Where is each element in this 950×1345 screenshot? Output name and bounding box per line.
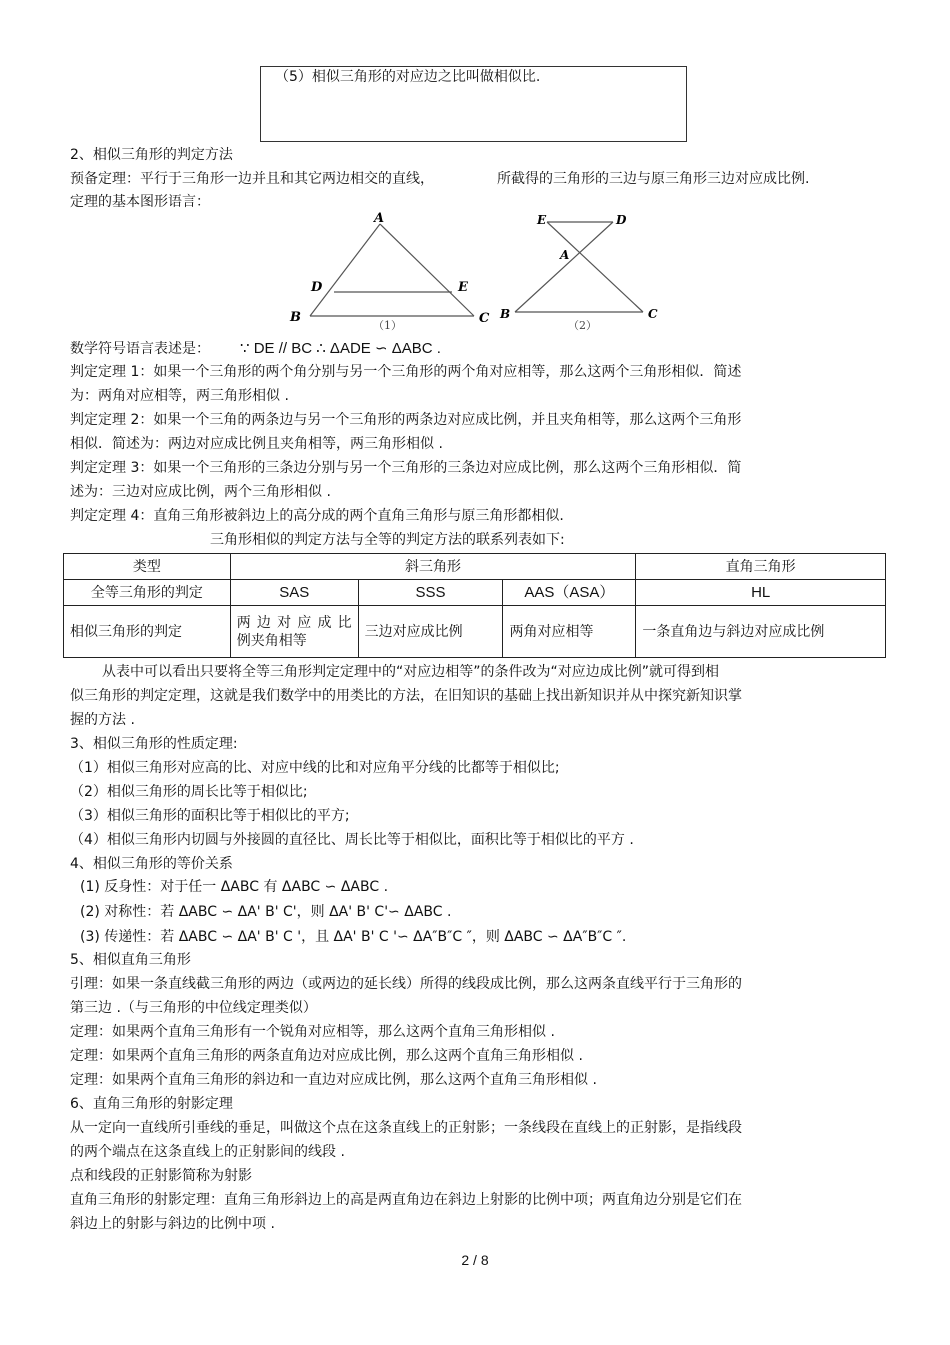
row-label-similar: 相似三角形的判定 — [64, 606, 231, 658]
label-d: D — [311, 280, 323, 295]
box-text: （5）相似三角形的对应边之比叫做相似比. — [275, 69, 541, 85]
symmetric-property: (2) 对称性：若 ΔABC ∽ ΔA' B' C'，则 ΔA' B' C'∽ ΔABC . — [80, 904, 452, 920]
table-header-row — [64, 554, 886, 580]
figure-language-label: 定理的基本图形语言： — [70, 194, 210, 210]
cell-sss: SSS — [358, 580, 503, 606]
reflexive-property: (1) 反身性：对于任一 ΔABC 有 ΔABC ∽ ΔABC . — [80, 879, 389, 895]
label-a: A — [374, 212, 385, 226]
side-ab — [310, 224, 380, 316]
theorem-4: 判定定理 4：直角三角形被斜边上的高分成的两个直角三角形与原三角形都相似. — [70, 508, 564, 524]
section-3-title: 3、相似三角形的性质定理: — [70, 736, 238, 752]
property-1: （1）相似三角形对应高的比、对应中线的比和对应角平分线的比都等于相似比; — [70, 760, 560, 776]
preparatory-theorem-part2: 所截得的三角形的三边与原三角形三边对应成比例. — [497, 171, 810, 187]
label-e: E — [458, 280, 468, 295]
lemma-line-1: 引理：如果一条直线截三角形的两边（或两边的延长线）所得的线段成比例，那么这两条直线平行于三角形的 — [70, 976, 742, 992]
projection-theorem-line-2: 斜边上的射影与斜边的比例中项 . — [70, 1216, 275, 1232]
header-type: 类型 — [64, 554, 231, 580]
theorem-3-line-1: 判定定理 3：如果一个三角形的三条边分别与另一个三角形的三条边对应成比例，那么这两个三角形相似．简 — [70, 460, 742, 476]
figure-2-caption: （2） — [568, 319, 597, 332]
label-b: B — [500, 307, 511, 321]
segment-ec — [547, 222, 643, 312]
analogy-paragraph-line-1: 从表中可以看出只要将全等三角形判定定理中的“对应边相等”的条件改为“对应边成比例”就可得到相 — [102, 664, 720, 680]
analogy-paragraph-line-3: 握的方法 . — [70, 712, 135, 728]
row-label-congruent: 全等三角形的判定 — [64, 580, 231, 606]
page-number: 2 / 8 — [461, 1252, 489, 1268]
label-c: C — [479, 311, 490, 326]
table-row — [64, 580, 886, 606]
cell-text-line-1: 两边对应成比 — [236, 614, 352, 631]
cell-aas-asa: AAS（ASA） — [503, 580, 636, 606]
theorem-1-line-1: 判定定理 1：如果一个三角形的两个角分别与另一个三角形的两个角对应相等，那么这两个三角形相似．简述 — [70, 364, 742, 380]
table-caption: 三角形相似的判定方法与全等的判定方法的联系列表如下: — [210, 532, 565, 548]
theorem-2-line-2: 相似．简述为：两边对应成比例且夹角相等，两三角形相似 . — [70, 436, 443, 452]
table-row — [64, 606, 886, 658]
cell-hl-similar: 一条直角边与斜边对应成比例 — [636, 606, 886, 658]
projection-theorem-line-1: 直角三角形的射影定理：直角三角形斜边上的高是两直角边在斜边上射影的比例中项；两直角边分别是它们在 — [70, 1192, 742, 1208]
projection-definition-line-1: 从一定向一直线所引垂线的垂足，叫做这个点在这条直线上的正射影；一条线段在直线上的正射影，是指线段 — [70, 1120, 742, 1136]
property-3: （3）相似三角形的面积比等于相似比的平方; — [70, 808, 350, 824]
property-4: （4）相似三角形内切圆与外接圆的直径比、周长比等于相似比，面积比等于相似比的平方 . — [70, 832, 634, 848]
projection-short-name: 点和线段的正射影简称为射影 — [70, 1168, 252, 1184]
transitive-property: (3) 传递性：若 ΔABC ∽ ΔA' B' C '，且 ΔA' B' C '∽ ΔA″B″C ″，则 ΔABC ∽ ΔA″B″C ″. — [80, 929, 627, 945]
cell-aa-similar: 两角对应相等 — [503, 606, 636, 658]
theorem-3-line-2: 述为：三边对应成比例，两个三角形相似 . — [70, 484, 331, 500]
label-d: D — [616, 213, 627, 227]
label-b: B — [290, 310, 301, 325]
definition-box — [260, 66, 687, 142]
section-6-title: 6、直角三角形的射影定理 — [70, 1096, 233, 1112]
segment-db — [515, 222, 613, 312]
right-triangle-theorem-1: 定理：如果两个直角三角形有一个锐角对应相等，那么这两个直角三角形相似 . — [70, 1024, 555, 1040]
triangle-figure-2 — [495, 212, 675, 337]
label-c: C — [648, 307, 658, 321]
label-e: E — [537, 213, 547, 227]
analogy-paragraph-line-2: 似三角形的判定定理，这就是我们数学中的用类比的方法，在旧知识的基础上找出新知识并从中探究新知识掌 — [70, 688, 742, 704]
property-2: （2）相似三角形的周长比等于相似比; — [70, 784, 308, 800]
theorem-2-line-1: 判定定理 2：如果一个三角的两条边与另一个三角形的两条边对应成比例，并且夹角相等，那么这两个三角形 — [70, 412, 742, 428]
preparatory-theorem-part1: 预备定理：平行于三角形一边并且和其它两边相交的直线， — [70, 171, 434, 187]
cell-hl: HL — [636, 580, 886, 606]
math-language-label: 数学符号语言表述是： — [70, 341, 210, 357]
header-oblique: 斜三角形 — [230, 554, 636, 580]
cell-sas: SAS — [230, 580, 358, 606]
section-4-title: 4、相似三角形的等价关系 — [70, 856, 233, 872]
right-triangle-theorem-2: 定理：如果两个直角三角形的两条直角边对应成比例，那么这两个直角三角形相似 . — [70, 1048, 583, 1064]
right-triangle-theorem-3: 定理：如果两个直角三角形的斜边和一直边对应成比例，那么这两个直角三角形相似 . — [70, 1072, 597, 1088]
math-expression: ∵ DE // BC ∴ ΔADE ∽ ΔABC . — [240, 340, 441, 357]
lemma-line-2: 第三边 .（与三角形的中位线定理类似） — [70, 1000, 317, 1016]
section-5-title: 5、相似直角三角形 — [70, 952, 191, 968]
header-right: 直角三角形 — [636, 554, 886, 580]
comparison-table — [63, 553, 886, 658]
projection-definition-line-2: 的两个端点在这条直线上的正射影间的线段 . — [70, 1144, 345, 1160]
label-a: A — [560, 248, 570, 262]
section-2-title: 2、相似三角形的判定方法 — [70, 147, 233, 163]
cell-sss-similar: 三边对应成比例 — [358, 606, 503, 658]
cell-sas-similar — [230, 606, 358, 658]
figure-1-caption: （1） — [373, 319, 402, 332]
side-ac — [380, 224, 474, 316]
triangle-figure-1 — [280, 212, 500, 337]
cell-text-line-2: 例夹角相等 — [236, 632, 307, 649]
theorem-1-line-2: 为：两角对应相等，两三角形相似 . — [70, 388, 289, 404]
